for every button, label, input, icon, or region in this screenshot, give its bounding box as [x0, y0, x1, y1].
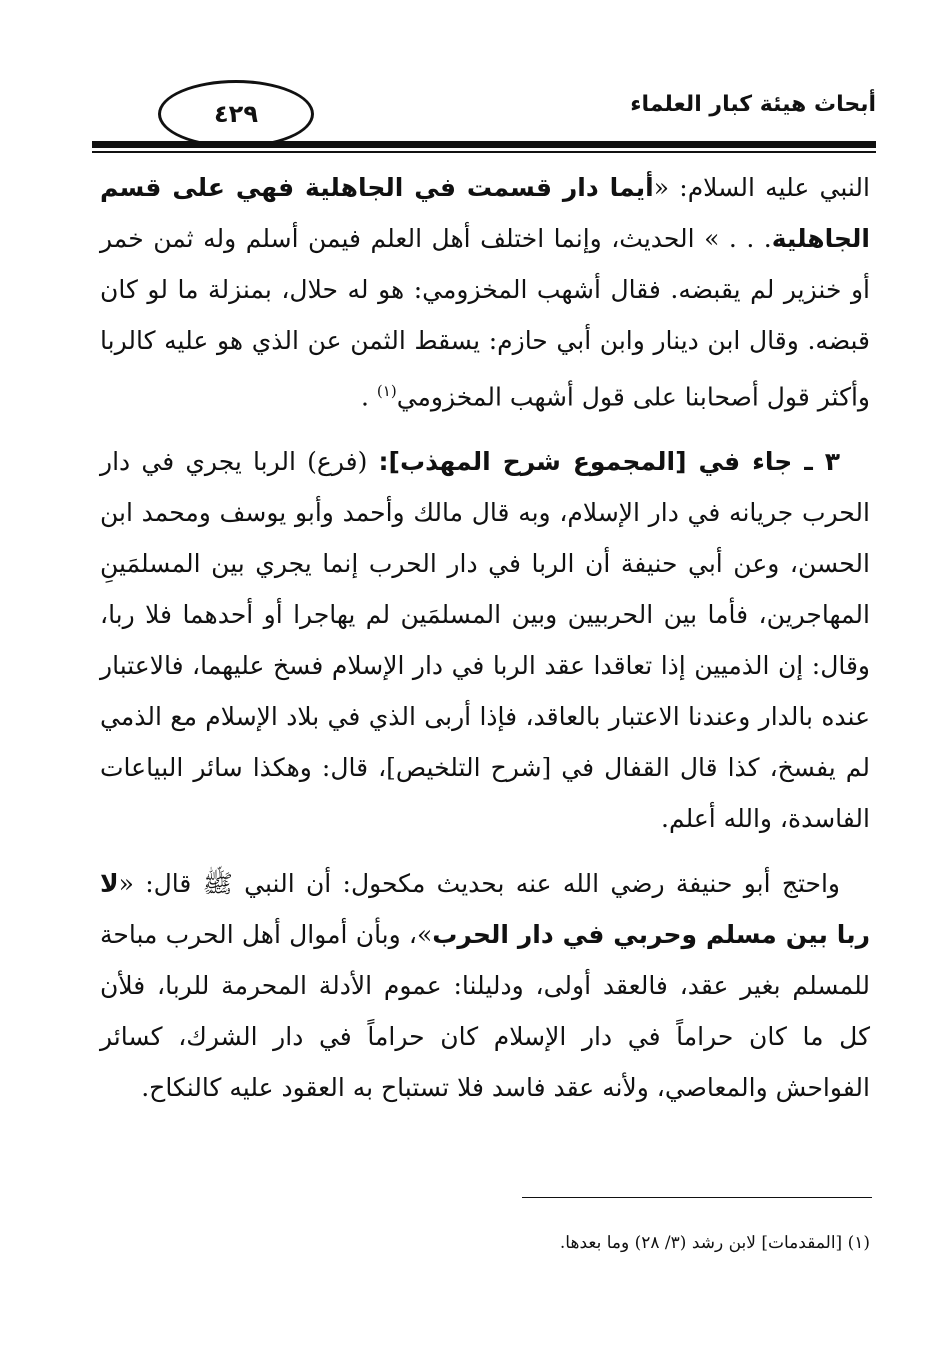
- footnote: (١) [المقدمات] لابن رشد (٣/ ٢٨) وما بعدها.: [559, 1233, 870, 1253]
- page-header: [92, 78, 876, 158]
- page-number-oval: [158, 80, 314, 148]
- header-rule-thin: [92, 151, 876, 153]
- footnote-separator: [522, 1197, 872, 1198]
- running-title: أبحاث هيئة كبار العلماء: [630, 92, 876, 117]
- p3-hadith-quote: لا ربا بين مسلم وحربي في دار الحرب: [100, 869, 870, 950]
- p3-text-a: واحتج أبو حنيفة رضي الله عنه بحديث مكحول: أن النبي ﷺ قال: «: [118, 869, 840, 899]
- header-rule-thick: [92, 141, 876, 148]
- p2-heading: ٣ ـ جاء في [المجموع شرح المهذب]:: [378, 447, 840, 477]
- p1-text-d: .: [361, 382, 377, 412]
- p3-text-c: »، وبأن أموال أهل الحرب مباحة للمسلم بغير عقد، فالعقد أولى، ودليلنا: عموم الأدلة المحرمة للربا، فلأن كل ما كان حراماً في دار الإسلام كان حراماً في دار الشرك، كسائر الفواحش والمعاصي، ولأنه عقد فاسد فلا تستباح به العقود عليه كالنكاح.: [100, 920, 870, 1103]
- page-number: ٤٢٩: [214, 100, 258, 128]
- paragraph-3: [100, 858, 870, 1113]
- paragraph-2: [100, 436, 870, 844]
- footnote-reference[interactable]: (١): [376, 382, 397, 400]
- paragraph-1: [100, 162, 870, 422]
- p2-text: (فرع) الربا يجري في دار الحرب جريانه في دار الإسلام، وبه قال مالك وأحمد وأبو يوسف ومحمد ابن الحسن، وعن أبي حنيفة أن الربا في دار الحرب إنما يجري بين المسلمَينِ المهاجرين، فأما بين الحربيين وبين المسلمَين لم يهاجرا أو أحدهما فلا ربا، وقال: إن الذميين إذا تعاقدا عقد الربا في دار الإسلام فسخ عليهما، فالاعتبار عنده بالدار وعندنا الاعتبار بالعاقد، فإذا أربى الذي في بلاد الإسلام مع الذمي لم يفسخ، كذا قال القفال في [شرح التلخيص]، قال: وهكذا سائر البياعات الفاسدة، والله أعلم.: [100, 447, 870, 834]
- body-text: [100, 162, 870, 1127]
- p1-text-a: النبي عليه السلام: «: [653, 173, 870, 202]
- p1-hadith-quote: أيما دار قسمت في الجاهلية فهي على قسم الجاهلية: [100, 173, 870, 253]
- p1-text-c: . . . » الحديث، وإنما اختلف أهل العلم فيمن أسلم وله ثمن خمر أو خنزير لم يقبضه. فقال أشهب المخزومي: هو له حلال، بمنزلة ما لو كان قبضه. وقال ابن دينار وابن أبي حازم: يسقط الثمن عن الذي هو عليه كالربا وأكثر قول أصحابنا على قول أشهب المخزومي: [100, 224, 870, 412]
